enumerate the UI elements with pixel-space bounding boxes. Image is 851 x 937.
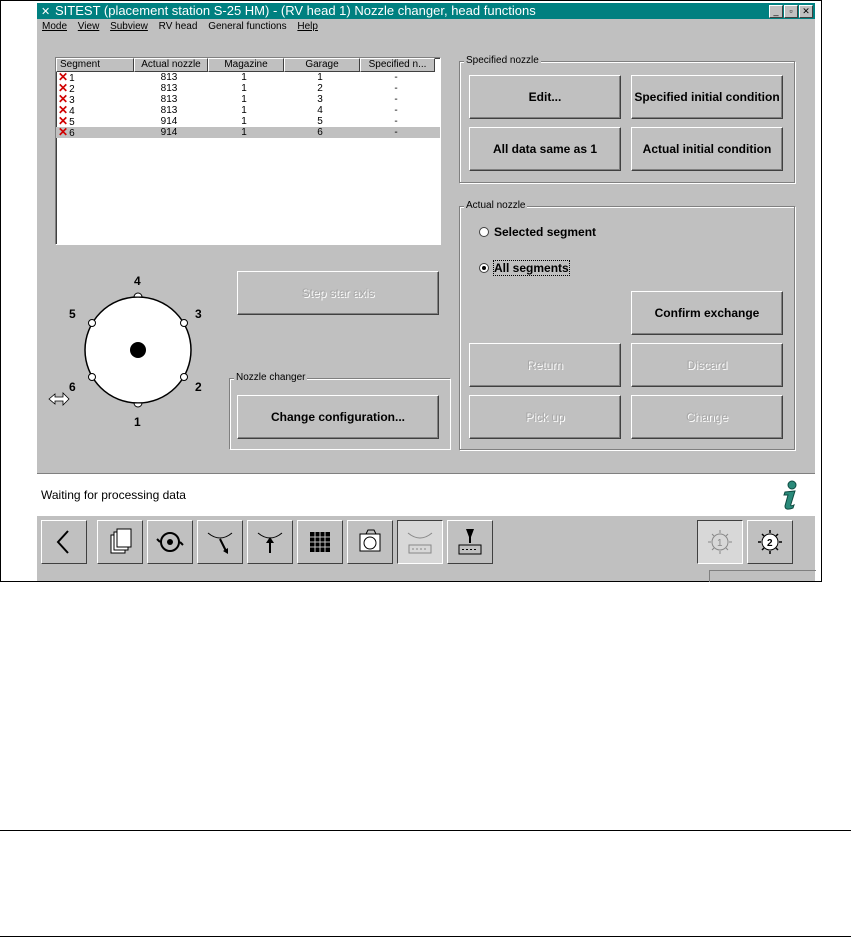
- menu-view[interactable]: View: [77, 21, 100, 32]
- cell-segment: 2: [69, 84, 75, 95]
- triangle-left-icon: [42, 521, 86, 563]
- selected-segment-radio[interactable]: [479, 225, 596, 239]
- rotate-arrows-icon: [49, 393, 69, 405]
- actual-initial-condition-button[interactable]: Actual initial condition: [631, 127, 783, 171]
- specified-initial-condition-button[interactable]: Specified initial condition: [631, 75, 783, 119]
- error-x-icon: ✕: [58, 92, 69, 106]
- cell-segment: 6: [69, 128, 75, 139]
- nozzle-up-icon: [248, 521, 292, 563]
- segment-rows: [56, 72, 440, 138]
- return-button[interactable]: Return: [469, 343, 621, 387]
- camera-icon: [348, 521, 392, 563]
- grid-icon: [298, 521, 342, 563]
- cell-segment: 4: [69, 106, 75, 117]
- error-x-icon: ✕: [58, 103, 69, 117]
- cell-specified: -: [394, 83, 398, 94]
- rotate-icon: [148, 521, 192, 563]
- change-configuration-button[interactable]: Change configuration...: [237, 395, 439, 439]
- cell-segment: 1: [69, 73, 75, 84]
- star-label-1: 1: [134, 415, 141, 429]
- cell-specified: -: [394, 116, 398, 127]
- all-data-same-as-1-button[interactable]: All data same as 1: [469, 127, 621, 171]
- cell-garage: 5: [317, 116, 323, 127]
- confirm-exchange-button[interactable]: Confirm exchange: [631, 291, 783, 335]
- documents-button[interactable]: [97, 520, 143, 564]
- minimize-button[interactable]: _: [769, 5, 783, 18]
- cell-actual-nozzle: 914: [160, 116, 178, 127]
- nozzle-down-button[interactable]: [197, 520, 243, 564]
- col-actual-nozzle[interactable]: Actual nozzle: [134, 58, 208, 72]
- head-2-label: 2: [767, 538, 773, 549]
- cell-actual-nozzle: 914: [160, 127, 178, 138]
- window-title: SITEST (placement station S-25 HM) - (RV head 1) Nozzle changer, head functions: [55, 3, 536, 18]
- edit-button[interactable]: Edit...: [469, 75, 621, 119]
- specified-nozzle-label: Specified nozzle: [466, 55, 539, 66]
- nozzle-6-marker: [89, 374, 96, 381]
- head-1-button[interactable]: [697, 520, 743, 564]
- nozzle-star-diagram: [39, 265, 239, 445]
- cell-garage: 1: [317, 72, 323, 83]
- menu-general-functions[interactable]: General functions: [208, 21, 287, 32]
- cell-specified: -: [394, 94, 398, 105]
- app-icon: ✕: [41, 6, 51, 18]
- nozzle-down-icon: [198, 521, 242, 563]
- menu-bar: [37, 19, 815, 35]
- error-x-icon: ✕: [58, 125, 69, 139]
- col-garage[interactable]: Garage: [284, 58, 360, 72]
- window-controls: [768, 5, 813, 17]
- nozzle-5-marker: [89, 320, 96, 327]
- nozzle-magazine-icon: [448, 521, 492, 563]
- documents-icon: [98, 521, 142, 563]
- status-text: Waiting for processing data: [41, 488, 186, 502]
- status-panel: [709, 570, 816, 582]
- nozzle-4-marker: [134, 293, 142, 297]
- star-label-3: 3: [195, 307, 202, 321]
- all-segments-label: All segments: [494, 261, 569, 275]
- cell-garage: 3: [317, 94, 323, 105]
- all-segments-radio[interactable]: [479, 261, 569, 275]
- radio-circle-checked: [479, 263, 489, 273]
- cell-garage: 2: [317, 83, 323, 94]
- menu-help[interactable]: Help: [297, 21, 318, 32]
- menu-subview[interactable]: Subview: [110, 21, 148, 32]
- nozzle-2-marker: [181, 374, 188, 381]
- cell-garage: 4: [317, 105, 323, 116]
- divider-line: [0, 830, 851, 831]
- rotate-head-button[interactable]: [147, 520, 193, 564]
- restore-button[interactable]: ▫: [784, 5, 798, 18]
- cell-garage: 6: [317, 127, 323, 138]
- error-x-icon: ✕: [58, 114, 69, 128]
- change-button[interactable]: Change: [631, 395, 783, 439]
- cell-segment: 5: [69, 117, 75, 128]
- menu-mode[interactable]: Mode: [42, 21, 68, 32]
- segment-list[interactable]: [55, 57, 441, 245]
- cell-actual-nozzle: 813: [160, 83, 178, 94]
- col-specified-nozzle[interactable]: Specified n...: [360, 58, 435, 72]
- cell-magazine: 1: [241, 83, 247, 94]
- bottom-toolbar: [37, 516, 815, 568]
- cell-actual-nozzle: 813: [160, 105, 178, 116]
- back-button[interactable]: [41, 520, 87, 564]
- cell-magazine: 1: [241, 105, 247, 116]
- nozzle-changer-icon: [398, 521, 442, 563]
- star-label-6: 6: [69, 380, 76, 394]
- nozzle-1-marker: [134, 403, 142, 407]
- star-label-5: 5: [69, 307, 76, 321]
- actual-nozzle-label: Actual nozzle: [466, 200, 526, 211]
- cell-segment: 3: [69, 95, 75, 106]
- star-label-4: 4: [134, 274, 141, 288]
- camera-button[interactable]: [347, 520, 393, 564]
- nozzle-changer-label: Nozzle changer: [236, 372, 306, 383]
- table-row[interactable]: [56, 94, 440, 105]
- cell-actual-nozzle: 813: [160, 72, 178, 83]
- error-x-icon: ✕: [58, 70, 69, 84]
- application-window: [37, 3, 815, 581]
- head-2-gear-icon: [748, 521, 792, 563]
- cell-magazine: 1: [241, 127, 247, 138]
- head-1-gear-icon: [698, 521, 742, 563]
- grid-button[interactable]: [297, 520, 343, 564]
- head-1-label: 1: [717, 538, 723, 549]
- error-x-icon: ✕: [58, 81, 69, 95]
- radio-circle: [479, 227, 489, 237]
- nozzle-magazine-button[interactable]: [447, 520, 493, 564]
- info-icon[interactable]: [775, 480, 803, 510]
- star-label-2: 2: [195, 380, 202, 394]
- cell-magazine: 1: [241, 94, 247, 105]
- table-row-selected[interactable]: [56, 127, 440, 138]
- nozzle-3-marker: [181, 320, 188, 327]
- close-button[interactable]: ✕: [799, 5, 813, 18]
- nozzle-up-button[interactable]: [247, 520, 293, 564]
- cell-specified: -: [394, 105, 398, 116]
- table-row[interactable]: [56, 83, 440, 94]
- pick-up-button[interactable]: Pick up: [469, 395, 621, 439]
- star-center: [130, 342, 146, 358]
- cell-specified: -: [394, 127, 398, 138]
- cell-magazine: 1: [241, 116, 247, 127]
- cell-specified: -: [394, 72, 398, 83]
- cell-actual-nozzle: 813: [160, 94, 178, 105]
- cell-magazine: 1: [241, 72, 247, 83]
- title-bar: [37, 3, 815, 19]
- col-segment[interactable]: Segment: [56, 58, 134, 72]
- col-magazine[interactable]: Magazine: [208, 58, 284, 72]
- table-row[interactable]: [56, 105, 440, 116]
- selected-segment-label: Selected segment: [494, 225, 597, 239]
- step-star-axis-button[interactable]: Step star axis: [237, 271, 439, 315]
- discard-button[interactable]: Discard: [631, 343, 783, 387]
- segment-list-header: [56, 58, 440, 72]
- nozzle-changer-button[interactable]: [397, 520, 443, 564]
- table-row[interactable]: [56, 116, 440, 127]
- head-2-button[interactable]: [747, 520, 793, 564]
- status-bar: [37, 473, 815, 516]
- menu-rv-head[interactable]: RV head: [158, 21, 198, 32]
- table-row[interactable]: [56, 72, 440, 83]
